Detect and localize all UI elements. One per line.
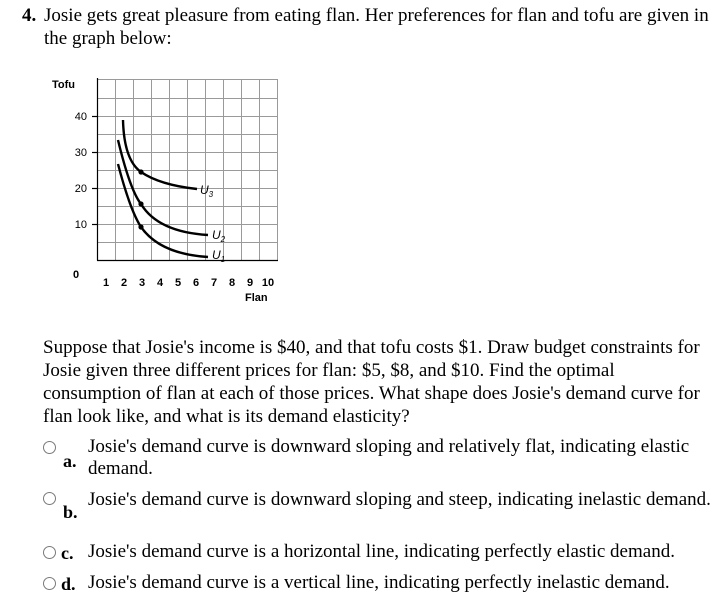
indifference-curve-u1 (118, 164, 208, 257)
curve-label-u2: $U_2$ (212, 228, 226, 244)
choice-d[interactable] (43, 572, 713, 596)
y-axis-label: Tofu (52, 79, 76, 91)
x-tick-label: 9 (246, 277, 254, 289)
choice-text: Josie's demand curve is downward sloping and steep, indicating inelastic demand. (88, 489, 711, 510)
indifference-curve-u3 (123, 120, 197, 189)
choice-letter: a. (63, 451, 77, 471)
origin-label: 0 (73, 269, 80, 281)
x-tick-label: 3 (138, 277, 146, 289)
x-tick-label: 4 (156, 277, 164, 289)
x-tick-label: 1 (102, 277, 110, 289)
choice-text: Josie's demand curve is a vertical line, indicating perfectly inelastic demand. (88, 572, 670, 593)
x-axis-label: Flan (245, 292, 268, 304)
choice-b[interactable] (43, 489, 713, 535)
curve-label-u1: $U_1$ (212, 248, 226, 264)
curve-point (138, 169, 143, 174)
choice-letter: d. (61, 574, 76, 594)
curve-point (138, 201, 143, 206)
choice-text: Josie's demand curve is downward sloping and relatively flat, indicating elastic demand. (88, 436, 690, 479)
choice-a[interactable] (43, 436, 713, 482)
curve-label-u3: $U_3$ (200, 183, 214, 199)
problem-text: Suppose that Josie's income is $40, and that tofu costs $1. Draw budget constraints for Josie given three different prices for flan: $5, $8, and $10. Find the optimal consumption of flan at each of those prices. What shape does Josie's demand curve for flan look like, and what is its demand elasticity? (43, 337, 700, 427)
indifference-curve-u2 (118, 140, 208, 235)
choice-letter: c. (61, 543, 74, 563)
y-tick-label: 30 (74, 147, 87, 159)
x-tick-label: 7 (210, 277, 218, 289)
radio-button[interactable] (43, 492, 56, 505)
y-tick-label: 40 (74, 111, 87, 123)
x-tick-label: 5 (174, 277, 182, 289)
curve-point (138, 224, 143, 229)
x-tick-label: 8 (228, 277, 236, 289)
y-tick-label: 10 (74, 219, 87, 231)
choice-letter: b. (63, 502, 78, 522)
x-tick-label: 10 (261, 277, 275, 289)
choice-c[interactable] (43, 541, 713, 565)
x-tick-label: 6 (192, 277, 200, 289)
radio-button[interactable] (43, 441, 56, 454)
y-tick-label: 20 (74, 183, 87, 195)
x-tick-label: 2 (120, 277, 128, 289)
question-title: Josie gets great pleasure from eating flan. Her preferences for flan and tofu are given in the graph below: (44, 5, 709, 49)
radio-button[interactable] (43, 577, 56, 590)
choice-text: Josie's demand curve is a horizontal line, indicating perfectly elastic demand. (88, 541, 675, 562)
radio-button[interactable] (43, 546, 56, 559)
question-number: 4. (22, 5, 37, 26)
